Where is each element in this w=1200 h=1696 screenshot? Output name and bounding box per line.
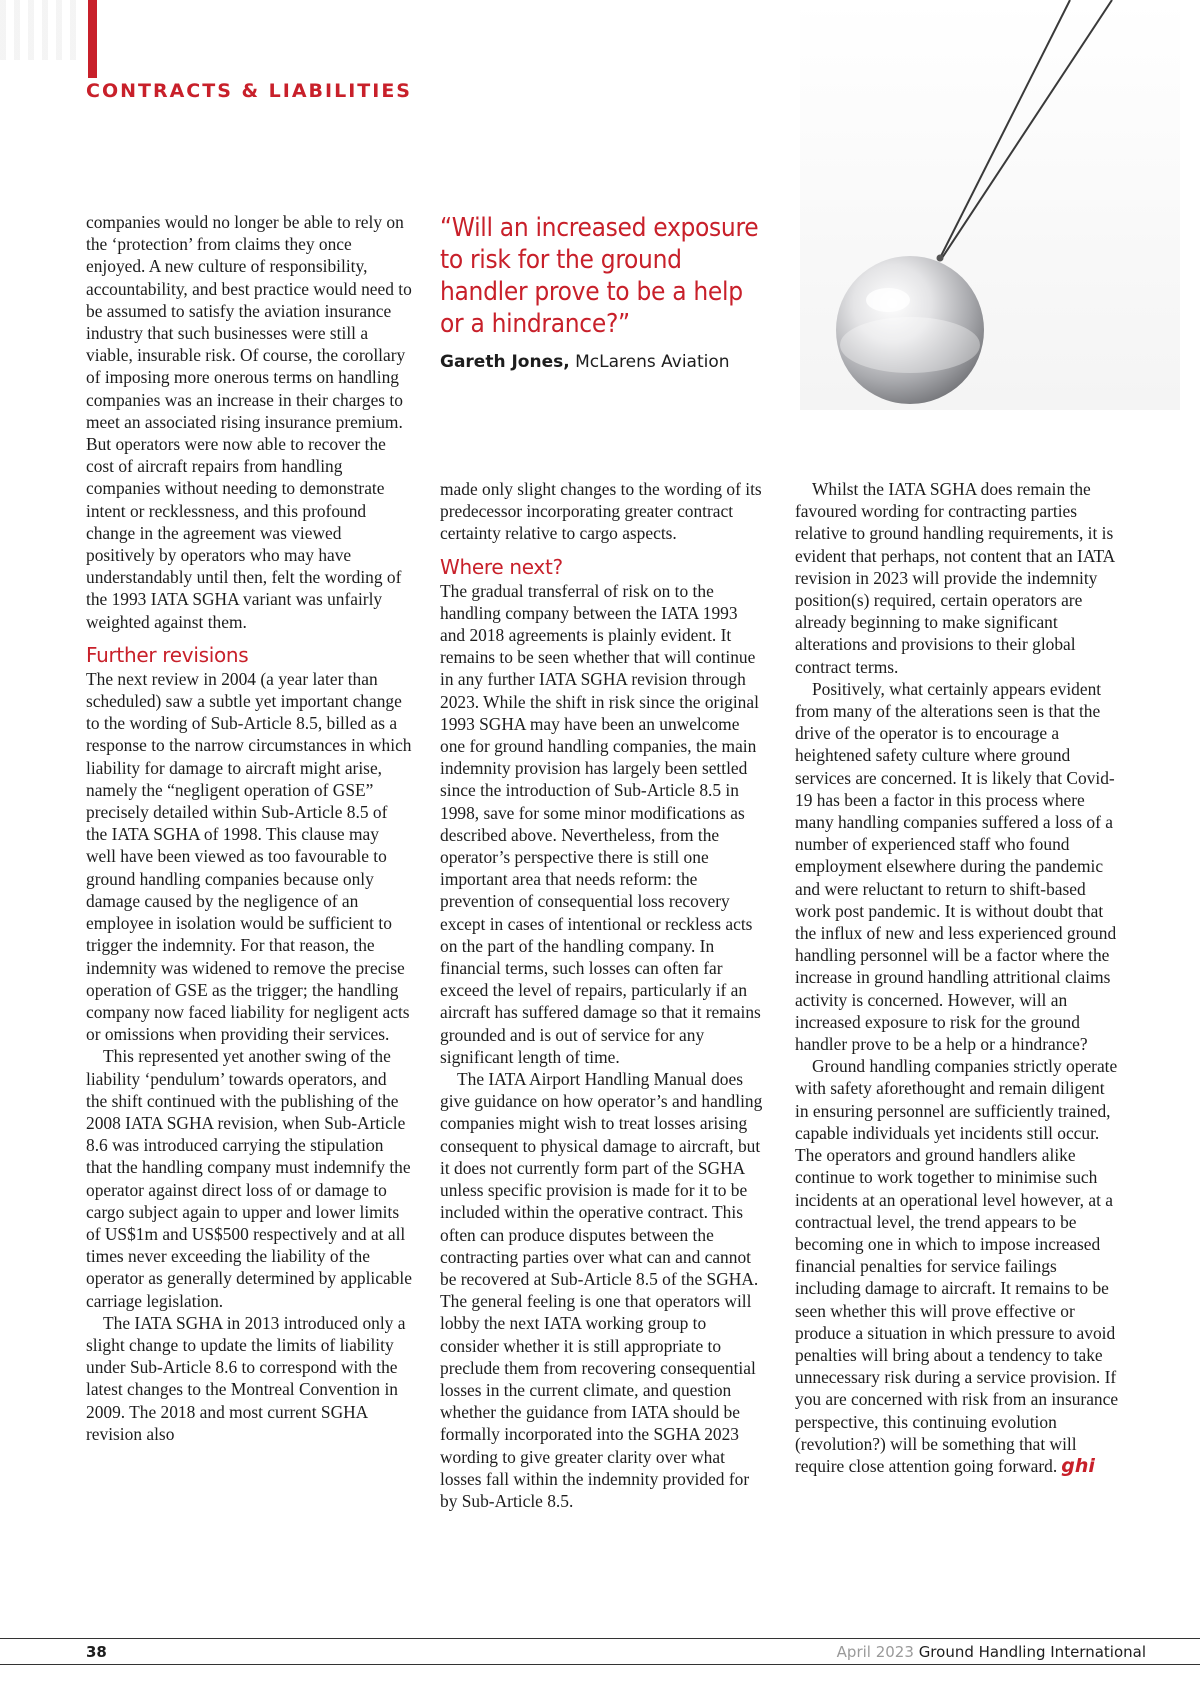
article-column-3: [795, 478, 1121, 1477]
footer-rule-top: [0, 1638, 1200, 1639]
footer-rule-bottom: [0, 1664, 1200, 1665]
paragraph-final: [795, 1055, 1121, 1477]
pull-quote-attribution: [440, 352, 760, 372]
article-column-2: [440, 478, 766, 1512]
pull-quote-box: [440, 212, 760, 372]
footer-publication-line: [837, 1643, 1146, 1661]
decorative-stripes: [0, 0, 80, 60]
issue-date: April 2023: [836, 1643, 914, 1661]
paragraph: companies would no longer be able to rely on the ‘protection’ from claims they once enjoyed. A new culture of responsibility, accountability, and best practice would need to be assumed to satisfy the aviation insurance industry that such businesses were still a viable, insurable risk. Of course, the corollary of imposing more onerous terms on handling companies was an increase in their charges to meet an associated rising insurance premium. But operators were now able to recover the cost of aircraft repairs from handling companies without needing to demonstrate intent or recklessness, and this profound change in the agreement was viewed positively by operators who may have understandably until then, felt the wording of the 1993 IATA SGHA variant was unfairly weighted against them.: [86, 212, 412, 632]
pull-quote-organisation: McLarens Aviation: [575, 352, 730, 372]
section-label: CONTRACTS & LIABILITIES: [86, 80, 412, 102]
ghi-end-logo: ghi: [1061, 1454, 1095, 1477]
pull-quote-author: Gareth Jones,: [440, 352, 570, 372]
paragraph: Whilst the IATA SGHA does remain the favoured wording for contracting parties relative to ground handling requirements, it is evident that perhaps, not content that an IATA revision in 2023 will provide the indemnity position(s) required, certain operators are already beginning to make significant alterations and provisions to their global contract terms.: [795, 479, 1115, 677]
subheading-where-next: Where next?: [440, 554, 563, 579]
paragraph: The next review in 2004 (a year later than scheduled) saw a subtle yet important change to the wording of Sub-Article 8.5, billed as a response to the narrow circumstances in which liability for damage to aircraft might arise, namely the “negligent operation of GSE” precisely detailed within Sub-Article 8.5 of the IATA SGHA of 1998. This clause may well have been viewed as too favourable to ground handling companies because only damage caused by the negligence of an employee in isolation would be sufficient to trigger the indemnity. For that reason, the indemnity was widened to remove the precise operation of GSE as the trigger; the handling company now faced liability for negligent acts or omissions when providing their services.: [86, 668, 412, 1045]
paragraph: The IATA Airport Handling Manual does give guidance on how operator’s and handling companies might wish to treat losses arising consequent to physical damage to aircraft, but it does not currently form part of the SGHA unless specific provision is made for it to be included within the operative contract. This often can produce disputes between the contracting parties over what can and cannot be recovered at Sub-Article 8.5 of the SGHA. The general feeling is one that operators will lobby the next IATA working group to consider whether it is still appropriate to preclude them from recovering consequential losses in the current climate, and question whether the guidance from IATA should be formally incorporated into the SGHA 2023 wording to give greater clarity over what losses fall within the indemnity provided for by Sub-Article 8.5.: [440, 1069, 763, 1511]
page-number: 38: [86, 1643, 107, 1661]
pull-quote-text: “Will an increased exposure to risk for the ground handler prove to be a help or a hindrance?”: [440, 213, 759, 339]
paragraph-text: Ground handling companies strictly operate with safety aforethought and remain diligent in ensuring personnel are sufficiently trained, capable individuals yet incidents still occur. The operators and ground handlers alike continue to work together to minimise such incidents at an operational level however, at a contractual level, the trend appears to be becoming one in which to impose increased financial penalties for service failings including damage to aircraft. It remains to be seen whether this will prove effective or produce a situation in which pressure to avoid penalties will bring about a tendency to take unnecessary risk during a service provision. If you are concerned with risk from an insurance perspective, this continuing evolution (revolution?) will be something that will require close attention going forward.: [795, 1056, 1119, 1476]
article-column-1: [86, 211, 412, 1445]
section-accent-bar: [88, 0, 97, 78]
paragraph: Positively, what certainly appears evident from many of the alterations seen is that the drive of the operator is to encourage a heightened safety culture where ground services are concerned. It is likely that Covid-19 has been a factor in this process where many handling companies suffered a loss of a number of experienced staff who found employment elsewhere during the pandemic and were reluctant to return to shift-based work post pandemic. It is without doubt that the influx of new and less experienced ground handling personnel will be a factor where the increase in ground handling attritional claims activity is concerned. However, will an increased exposure to risk for the ground handler prove to be a help or a hindrance?: [795, 678, 1117, 1055]
publication-name: Ground Handling International: [918, 1643, 1146, 1661]
paragraph: This represented yet another swing of the liability ‘pendulum’ towards operators, and the shift continued with the publishing of the 2008 IATA SGHA revision, when Sub-Article 8.6 was introduced carrying the stipulation that the handling company must indemnify the operator against direct loss of or damage to cargo subject again to upper and lower limits of US$1m and US$500 respectively and at all times never exceeding the liability of the operator as generally determined by applicable carriage legislation.: [86, 1046, 412, 1311]
subheading-further-revisions: Further revisions: [86, 642, 249, 667]
pendulum-ball-image: [800, 0, 1180, 410]
paragraph: made only slight changes to the wording of its predecessor incorporating greater contract certainty relative to cargo aspects.: [440, 479, 762, 544]
paragraph: The gradual transferral of risk on to the handling company between the IATA 1993 and 2018 agreements is plainly evident. It remains to be seen whether that will continue in any further IATA SGHA revision through 2023. While the shift in risk since the original 1993 SGHA may have been an unwelcome one for ground handling companies, the main indemnity provision has largely been settled since the introduction of Sub-Article 8.5 in 1998, save for some minor modifications as described above. Nevertheless, from the operator’s perspective there is still one important area that needs reform: the prevention of consequential loss recovery except in cases of intentional or reckless acts on the part of the handling company. In financial terms, such losses can often far exceed the level of repairs, particularly if an aircraft has suffered damage so that it remains grounded and is out of service for any significant length of time.: [440, 580, 761, 1067]
paragraph: The IATA SGHA in 2013 introduced only a slight change to update the limits of liability under Sub-Article 8.6 to correspond with the latest changes to the Montreal Convention in 2009. The 2018 and most current SGHA revision also: [86, 1312, 406, 1444]
